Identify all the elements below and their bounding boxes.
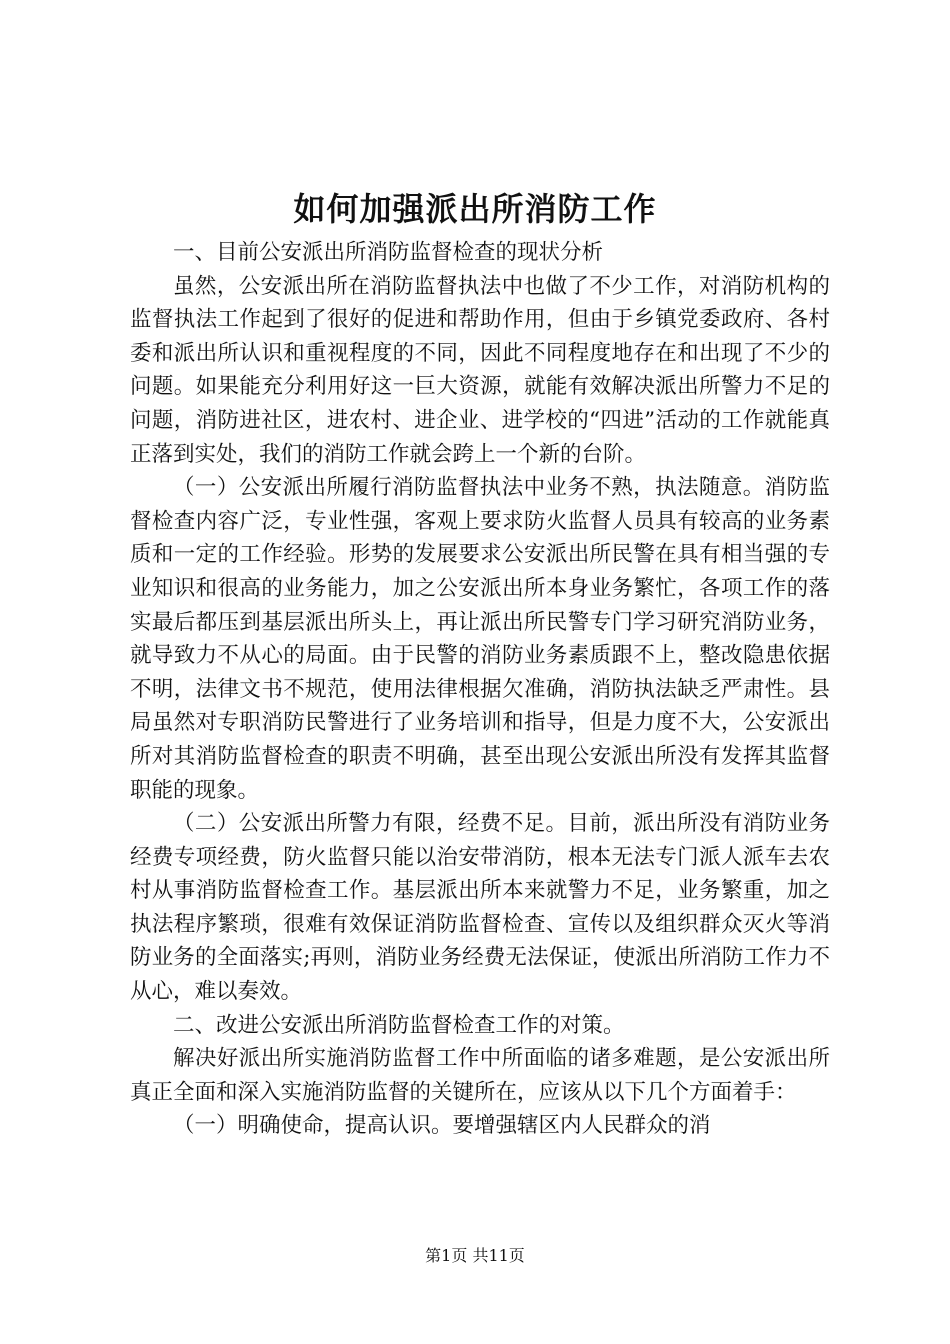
- document-body: [130, 236, 830, 1143]
- paragraph-1: 虽然，公安派出所在消防监督执法中也做了不少工作，对消防机构的监督执法工作起到了很好的促进和帮助作用，但由于乡镇党委政府、各村委和派出所认识和重视程度的不同，因此不同程度地存在和出现了不少的问题。如果能充分利用好这一巨大资源，就能有效解决派出所警力不足的问题，消防进社区，进农村、进企业、进学校的“四进”活动的工作就能真正落到实处，我们的消防工作就会跨上一个新的台阶。: [130, 273, 830, 467]
- paragraph-2: （一）公安派出所履行消防监督执法中业务不熟，执法随意。消防监督检查内容广泛，专业性强，客观上要求防火监督人员具有较高的业务素质和一定的工作经验。形势的发展要求公安派出所民警在具有相当强的专业知识和很高的业务能力，加之公安派出所本身业务繁忙，各项工作的落实最后都压到基层派出所头上，再让派出所民警专门学习研究消防业务，就导致力不从心的局面。由于民警的消防业务素质跟不上，整改隐患依据不明，法律文书不规范，使用法律根据欠准确，消防执法缺乏严肃性。县局虽然对专职消防民警进行了业务培训和指导，但是力度不大，公安派出所对其消防监督检查的职责不明确，甚至出现公安派出所没有发挥其监督职能的现象。: [130, 475, 830, 803]
- document-title: 如何加强派出所消防工作: [293, 190, 657, 228]
- paragraph-3: （二）公安派出所警力有限，经费不足。目前，派出所没有消防业务经费专项经费，防火监督只能以治安带消防，根本无法专门派人派车去农村从事消防监督检查工作。基层派出所本来就警力不足，业务繁重，加之执法程序繁琐，很难有效保证消防监督检查、宣传以及组织群众灭火等消防业务的全面落实;再则，消防业务经费无法保证，使派出所消防工作力不从心，难以奏效。: [130, 811, 830, 1005]
- section-heading-2: 二、改进公安派出所消防监督检查工作的对策。: [173, 1012, 625, 1038]
- paragraph-4: 解决好派出所实施消防监督工作中所面临的诸多难题，是公安派出所真正全面和深入实施消防监督的关键所在，应该从以下几个方面着手：: [130, 1046, 830, 1105]
- page-number-footer: 第1页 共11页: [425, 1246, 525, 1265]
- paragraph-5: （一）明确使命，提高认识。要增强辖区内人民群众的消: [173, 1113, 711, 1139]
- section-heading-1: 一、目前公安派出所消防监督检查的现状分析: [173, 240, 604, 265]
